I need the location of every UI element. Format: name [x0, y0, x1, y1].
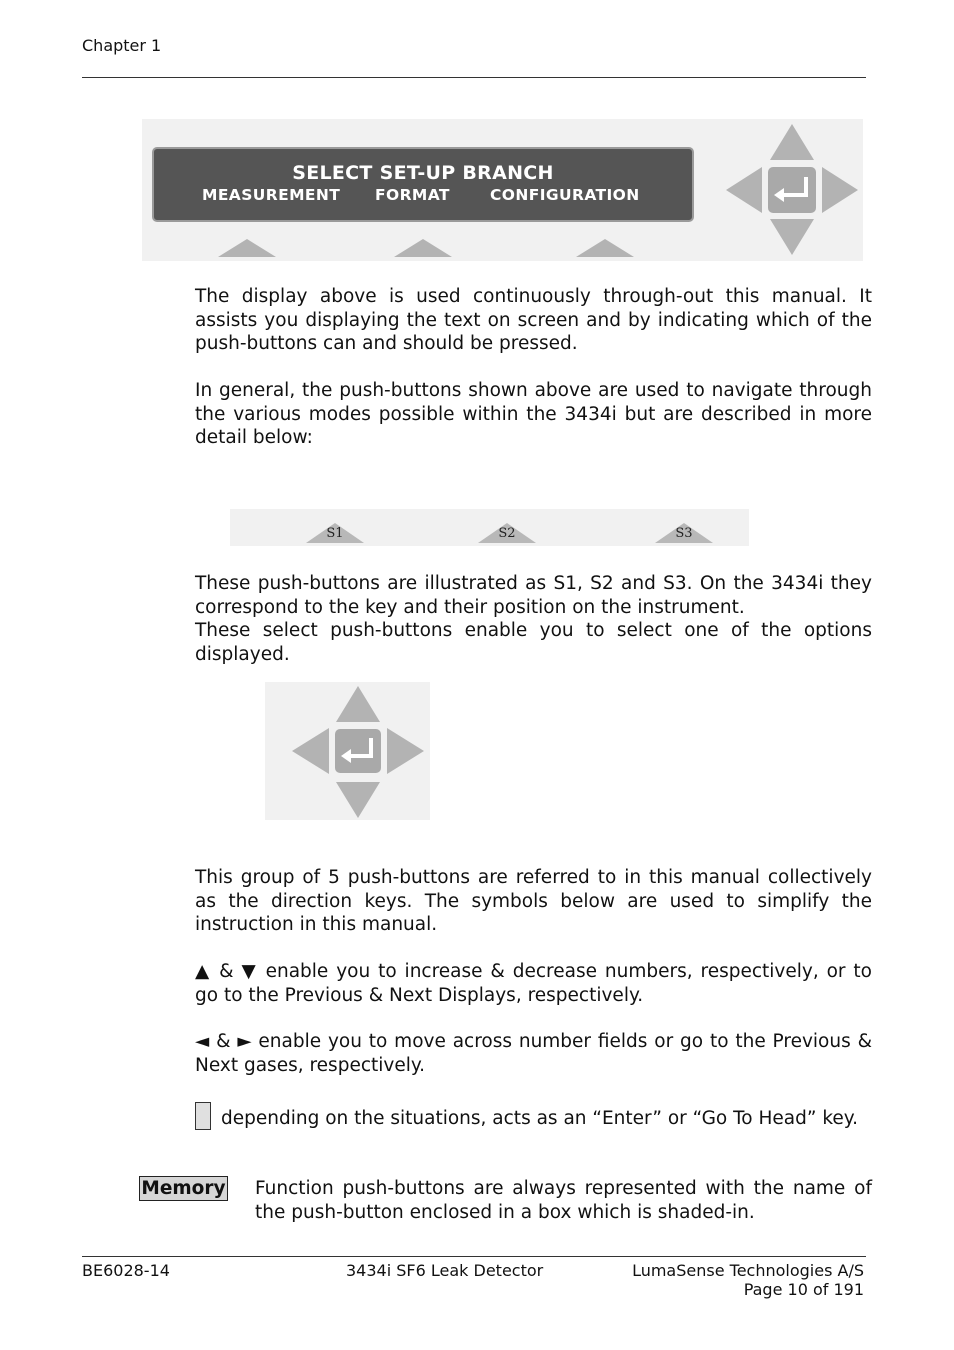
lcd-option-measurement: MEASUREMENT [202, 186, 341, 204]
footer-doc-id: BE6028-14 [82, 1261, 170, 1280]
lcd-title: SELECT SET-UP BRANCH [292, 162, 554, 184]
footer-product: 3434i SF6 Leak Detector [346, 1261, 544, 1280]
softkey-bar [230, 509, 749, 546]
softkey-s2-icon [478, 523, 536, 543]
softkey-s3-icon [576, 239, 634, 257]
footer-page: Page 10 of 191 [743, 1280, 864, 1299]
softkey-s2-icon [394, 239, 452, 257]
softkey-s2-label: S2 [498, 526, 516, 541]
softkey-s3-label: S3 [675, 526, 693, 541]
lcd-display [152, 147, 694, 222]
softkey-s3-icon [655, 523, 713, 543]
paragraph-function-buttons: Function push-buttons are always represented with the name of the push-button enclosed in a box which is shaded-in. [255, 1178, 872, 1223]
softkey-s1-label: S1 [326, 526, 344, 541]
enter-key-text: depending on the situations, acts as an “Enter” or “Go To Head” key. [221, 1108, 858, 1129]
paragraph-left-right: ◄ & ► enable you to move across number fields or go to the Previous & Next gases, respectively. [195, 1031, 872, 1076]
lcd-option-format: FORMAT [375, 186, 450, 204]
header-rule [82, 77, 866, 78]
chapter-header: Chapter 1 [82, 36, 162, 55]
paragraph-up-down: ▲ & ▼ enable you to increase & decrease numbers, respectively, or to go to the Previous & Next Displays, respectively. [195, 961, 872, 1006]
enter-key-icon [195, 1102, 211, 1130]
paragraph-select-buttons: These select push-buttons enable you to select one of the options displayed. [195, 620, 872, 665]
direction-pad-icon [265, 682, 430, 820]
memory-function-button: Memory [139, 1176, 228, 1201]
paragraph-navigation: In general, the push-buttons shown above are used to navigate through the various modes possible within the 3434i but are described in more detail below: [195, 380, 872, 448]
lcd-option-configuration: CONFIGURATION [490, 186, 640, 204]
paragraph-enter-key [195, 1102, 872, 1131]
paragraph-display-intro: The display above is used continuously through-out this manual. It assists you displaying the text on screen and by indicating which of the push-buttons can and should be pressed. [195, 286, 872, 354]
footer-company: LumaSense Technologies A/S [632, 1261, 864, 1280]
softkey-s1-icon [218, 239, 276, 257]
softkey-s1-icon [306, 523, 364, 543]
paragraph-softkeys: These push-buttons are illustrated as S1, S2 and S3. On the 3434i they correspond to the key and their position on the instrument. [195, 573, 872, 618]
direction-pad-icon [722, 122, 862, 258]
footer-rule [82, 1256, 866, 1257]
paragraph-direction-keys: This group of 5 push-buttons are referred to in this manual collectively as the direction keys. The symbols below are used to simplify the instruction in this manual. [195, 867, 872, 935]
